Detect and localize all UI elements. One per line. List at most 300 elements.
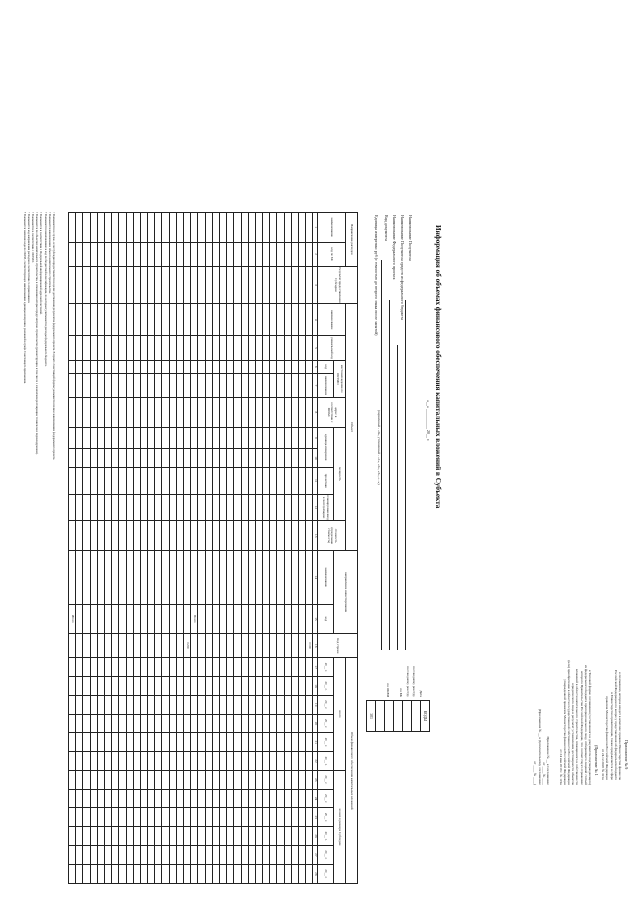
table-cell[interactable] (119, 845, 126, 864)
table-cell[interactable] (176, 845, 183, 864)
table-cell[interactable] (83, 845, 90, 864)
table-cell[interactable] (205, 467, 212, 494)
table-cell[interactable] (148, 373, 155, 397)
table-cell[interactable] (69, 677, 76, 696)
table-cell[interactable] (126, 827, 133, 846)
table-cell[interactable] (306, 266, 313, 304)
table-cell[interactable] (176, 449, 183, 468)
table-cell[interactable] (306, 398, 313, 428)
table-cell[interactable] (162, 427, 169, 448)
table-cell[interactable] (112, 398, 119, 428)
table-cell[interactable] (162, 677, 169, 696)
table-cell[interactable] (119, 213, 126, 243)
table-cell[interactable] (198, 695, 205, 714)
table-cell[interactable] (234, 467, 241, 494)
table-cell[interactable] (90, 550, 97, 604)
table-cell[interactable] (299, 752, 306, 771)
table-cell[interactable] (140, 266, 147, 304)
table-cell[interactable] (148, 213, 155, 243)
table-cell[interactable] (184, 658, 191, 677)
table-cell[interactable] (227, 695, 234, 714)
table-cell[interactable] (104, 336, 111, 360)
table-cell[interactable] (76, 550, 83, 604)
table-cell[interactable] (184, 360, 191, 373)
table-cell[interactable] (176, 521, 183, 551)
table-cell[interactable] (112, 845, 119, 864)
table-cell[interactable] (133, 845, 140, 864)
table-cell[interactable] (277, 467, 284, 494)
table-cell[interactable] (69, 242, 76, 266)
table-cell[interactable] (212, 658, 219, 677)
code-empty[interactable] (376, 701, 385, 732)
table-cell[interactable] (69, 373, 76, 397)
table-cell[interactable] (140, 789, 147, 808)
table-cell[interactable] (219, 398, 226, 428)
table-cell[interactable] (212, 398, 219, 428)
table-cell[interactable] (205, 752, 212, 771)
table-cell[interactable] (148, 634, 155, 658)
table-cell[interactable] (198, 752, 205, 771)
table-cell[interactable] (263, 242, 270, 266)
table-cell[interactable] (112, 266, 119, 304)
table-cell[interactable] (69, 449, 76, 468)
table-cell[interactable] (198, 808, 205, 827)
table-cell[interactable] (112, 242, 119, 266)
table-cell[interactable] (248, 604, 255, 634)
table-cell[interactable] (270, 789, 277, 808)
table-cell[interactable] (291, 604, 298, 634)
table-cell[interactable] (198, 634, 205, 658)
table-cell[interactable] (133, 467, 140, 494)
table-cell[interactable] (227, 398, 234, 428)
table-cell[interactable] (241, 304, 248, 336)
table-cell[interactable] (126, 449, 133, 468)
table-cell[interactable] (140, 695, 147, 714)
table-cell[interactable] (198, 770, 205, 789)
table-cell[interactable] (97, 864, 104, 883)
table-cell[interactable] (90, 398, 97, 428)
table-cell[interactable] (90, 733, 97, 752)
table-cell[interactable] (284, 304, 291, 336)
table-cell[interactable] (299, 677, 306, 696)
table-cell[interactable] (219, 634, 226, 658)
table-cell[interactable] (234, 658, 241, 677)
table-cell[interactable] (198, 467, 205, 494)
table-cell[interactable] (291, 521, 298, 551)
table-cell[interactable] (234, 242, 241, 266)
table-cell[interactable] (306, 336, 313, 360)
table-cell[interactable] (184, 550, 191, 604)
table-cell[interactable] (176, 467, 183, 494)
table-cell[interactable] (155, 213, 162, 243)
table-cell[interactable] (133, 604, 140, 634)
table-cell[interactable] (212, 467, 219, 494)
table-cell[interactable] (133, 658, 140, 677)
table-cell[interactable] (169, 808, 176, 827)
table-cell[interactable] (255, 242, 262, 266)
table-cell[interactable] (284, 266, 291, 304)
table-cell[interactable] (241, 336, 248, 360)
table-cell[interactable] (148, 827, 155, 846)
table-cell[interactable] (191, 714, 198, 733)
table-cell[interactable] (126, 242, 133, 266)
table-cell[interactable] (133, 373, 140, 397)
table-cell[interactable] (306, 494, 313, 521)
table-cell[interactable] (126, 427, 133, 448)
table-cell[interactable] (227, 494, 234, 521)
table-cell[interactable] (219, 304, 226, 336)
table-cell[interactable] (205, 658, 212, 677)
table-cell[interactable] (119, 752, 126, 771)
table-cell[interactable] (97, 467, 104, 494)
table-cell[interactable] (184, 213, 191, 243)
table-cell[interactable] (148, 845, 155, 864)
table-cell[interactable] (306, 521, 313, 551)
table-cell[interactable] (198, 521, 205, 551)
table-cell[interactable] (263, 677, 270, 696)
table-cell[interactable] (241, 677, 248, 696)
table-cell[interactable] (205, 494, 212, 521)
table-cell[interactable] (162, 467, 169, 494)
table-cell[interactable] (198, 398, 205, 428)
table-cell[interactable] (162, 213, 169, 243)
table-cell[interactable] (263, 467, 270, 494)
table-cell[interactable] (140, 864, 147, 883)
table-cell[interactable] (263, 336, 270, 360)
table-cell[interactable] (69, 714, 76, 733)
table-cell[interactable] (90, 770, 97, 789)
table-cell[interactable] (97, 677, 104, 696)
table-cell[interactable] (270, 770, 277, 789)
table-cell[interactable] (155, 770, 162, 789)
table-cell[interactable] (270, 266, 277, 304)
table-cell[interactable] (104, 360, 111, 373)
table-cell[interactable] (219, 213, 226, 243)
table-cell[interactable] (277, 449, 284, 468)
table-cell[interactable] (162, 398, 169, 428)
table-cell[interactable] (284, 213, 291, 243)
table-cell[interactable] (198, 494, 205, 521)
table-cell[interactable] (112, 494, 119, 521)
table-cell[interactable] (277, 494, 284, 521)
table-cell[interactable] (241, 845, 248, 864)
table-cell[interactable] (104, 677, 111, 696)
table-cell[interactable] (133, 213, 140, 243)
table-cell[interactable] (148, 864, 155, 883)
table-cell[interactable] (90, 449, 97, 468)
table-cell[interactable] (176, 336, 183, 360)
table-cell[interactable] (198, 714, 205, 733)
table-cell[interactable] (90, 304, 97, 336)
table-cell[interactable] (176, 427, 183, 448)
table-cell[interactable] (155, 808, 162, 827)
table-cell[interactable] (176, 360, 183, 373)
table-cell[interactable] (162, 845, 169, 864)
table-cell[interactable] (83, 733, 90, 752)
table-cell[interactable] (263, 266, 270, 304)
table-cell[interactable] (119, 304, 126, 336)
table-cell[interactable] (255, 304, 262, 336)
table-cell[interactable] (169, 336, 176, 360)
table-cell[interactable] (104, 658, 111, 677)
table-cell[interactable] (306, 864, 313, 883)
table-cell[interactable] (176, 770, 183, 789)
table-cell[interactable] (191, 550, 198, 604)
table-cell[interactable] (69, 789, 76, 808)
table-cell[interactable] (205, 714, 212, 733)
table-cell[interactable] (155, 467, 162, 494)
table-cell[interactable] (198, 658, 205, 677)
table-cell[interactable] (140, 427, 147, 448)
table-cell[interactable] (119, 770, 126, 789)
table-cell[interactable] (76, 360, 83, 373)
table-cell[interactable] (97, 373, 104, 397)
table-cell[interactable] (248, 213, 255, 243)
table-cell[interactable] (219, 752, 226, 771)
table-cell[interactable] (227, 808, 234, 827)
table-cell[interactable] (241, 494, 248, 521)
table-cell[interactable] (277, 752, 284, 771)
table-cell[interactable] (248, 658, 255, 677)
table-cell[interactable] (291, 864, 298, 883)
table-cell[interactable] (291, 242, 298, 266)
table-cell[interactable] (198, 373, 205, 397)
code-okei[interactable]: 383 (367, 701, 376, 732)
table-cell[interactable] (104, 427, 111, 448)
table-cell[interactable] (97, 604, 104, 634)
table-cell[interactable] (148, 398, 155, 428)
table-cell[interactable] (169, 373, 176, 397)
table-cell[interactable] (291, 360, 298, 373)
table-cell[interactable] (97, 770, 104, 789)
table-cell[interactable] (284, 242, 291, 266)
table-cell[interactable] (176, 550, 183, 604)
table-cell[interactable] (255, 658, 262, 677)
table-cell[interactable] (169, 604, 176, 634)
table-cell[interactable] (97, 449, 104, 468)
table-cell[interactable] (234, 714, 241, 733)
code-date[interactable] (412, 701, 421, 732)
table-cell[interactable] (212, 521, 219, 551)
table-cell[interactable] (104, 808, 111, 827)
table-cell[interactable] (76, 467, 83, 494)
table-cell[interactable] (263, 360, 270, 373)
table-cell[interactable] (191, 449, 198, 468)
table-cell[interactable] (306, 695, 313, 714)
table-cell[interactable] (241, 266, 248, 304)
table-cell[interactable] (227, 714, 234, 733)
table-cell[interactable] (263, 373, 270, 397)
table-cell[interactable] (184, 864, 191, 883)
table-cell[interactable] (255, 213, 262, 243)
table-cell[interactable] (140, 373, 147, 397)
table-cell[interactable] (291, 213, 298, 243)
table-cell[interactable] (255, 827, 262, 846)
table-cell[interactable] (205, 550, 212, 604)
table-cell[interactable] (270, 398, 277, 428)
table-cell[interactable] (219, 427, 226, 448)
table-cell[interactable] (119, 789, 126, 808)
table-cell[interactable] (90, 494, 97, 521)
table-cell[interactable] (212, 752, 219, 771)
table-cell[interactable] (299, 398, 306, 428)
table-cell[interactable] (184, 695, 191, 714)
table-cell[interactable] (205, 449, 212, 468)
table-cell[interactable] (104, 752, 111, 771)
table-cell[interactable] (212, 808, 219, 827)
table-cell[interactable] (169, 213, 176, 243)
table-cell[interactable] (155, 827, 162, 846)
table-cell[interactable] (241, 752, 248, 771)
table-cell[interactable] (212, 266, 219, 304)
table-cell[interactable] (299, 733, 306, 752)
table-cell[interactable] (97, 714, 104, 733)
table-cell[interactable] (76, 494, 83, 521)
table-cell[interactable] (248, 304, 255, 336)
table-cell[interactable] (234, 494, 241, 521)
table-cell[interactable] (255, 695, 262, 714)
table-cell[interactable] (133, 521, 140, 551)
table-cell[interactable] (184, 604, 191, 634)
table-cell[interactable] (162, 789, 169, 808)
table-cell[interactable] (205, 634, 212, 658)
table-cell[interactable] (133, 242, 140, 266)
table-cell[interactable] (227, 634, 234, 658)
table-cell[interactable] (83, 427, 90, 448)
table-cell[interactable] (205, 336, 212, 360)
table-cell[interactable] (306, 427, 313, 448)
table-cell[interactable] (119, 427, 126, 448)
table-cell[interactable] (255, 266, 262, 304)
table-cell[interactable] (133, 808, 140, 827)
table-cell[interactable] (255, 398, 262, 428)
table-cell[interactable] (148, 808, 155, 827)
table-cell[interactable] (227, 733, 234, 752)
table-cell[interactable] (270, 808, 277, 827)
table-cell[interactable] (148, 714, 155, 733)
table-cell[interactable] (212, 336, 219, 360)
table-cell[interactable] (176, 304, 183, 336)
table-cell[interactable] (169, 449, 176, 468)
table-cell[interactable] (241, 808, 248, 827)
table-cell[interactable] (148, 770, 155, 789)
table-cell[interactable] (97, 266, 104, 304)
table-cell[interactable] (306, 550, 313, 604)
table-cell[interactable] (198, 304, 205, 336)
table-cell[interactable] (112, 789, 119, 808)
table-cell[interactable] (255, 521, 262, 551)
table-cell[interactable] (241, 213, 248, 243)
table-cell[interactable] (140, 827, 147, 846)
table-cell[interactable] (76, 789, 83, 808)
table-cell[interactable] (248, 827, 255, 846)
table-cell[interactable] (255, 808, 262, 827)
table-cell[interactable] (248, 550, 255, 604)
table-cell[interactable] (133, 494, 140, 521)
table-cell[interactable] (255, 373, 262, 397)
table-cell[interactable] (191, 467, 198, 494)
table-cell[interactable] (148, 304, 155, 336)
table-cell[interactable] (306, 658, 313, 677)
table-cell[interactable] (248, 467, 255, 494)
table-cell[interactable] (140, 677, 147, 696)
table-cell[interactable] (291, 770, 298, 789)
table-cell[interactable] (83, 304, 90, 336)
table-cell[interactable] (184, 845, 191, 864)
table-cell[interactable] (126, 336, 133, 360)
table-cell[interactable] (263, 864, 270, 883)
table-cell[interactable] (248, 770, 255, 789)
table-cell[interactable] (112, 550, 119, 604)
table-cell[interactable] (90, 695, 97, 714)
table-cell[interactable] (76, 304, 83, 336)
table-cell[interactable] (76, 752, 83, 771)
table-cell[interactable] (212, 373, 219, 397)
table-cell[interactable] (176, 398, 183, 428)
table-cell[interactable] (205, 360, 212, 373)
table-cell[interactable] (241, 467, 248, 494)
table-cell[interactable] (148, 427, 155, 448)
table-cell[interactable] (76, 634, 83, 658)
table-cell[interactable] (255, 336, 262, 360)
table-cell[interactable] (219, 360, 226, 373)
table-cell[interactable] (176, 266, 183, 304)
table-cell[interactable] (234, 695, 241, 714)
table-cell[interactable] (155, 864, 162, 883)
table-cell[interactable] (277, 398, 284, 428)
table-cell[interactable] (76, 770, 83, 789)
table-cell[interactable] (140, 604, 147, 634)
table-cell[interactable] (97, 752, 104, 771)
table-cell[interactable] (284, 449, 291, 468)
table-cell[interactable] (69, 336, 76, 360)
table-cell[interactable] (69, 733, 76, 752)
table-cell[interactable] (76, 604, 83, 634)
table-cell[interactable] (212, 695, 219, 714)
table-cell[interactable] (176, 242, 183, 266)
table-cell[interactable] (90, 266, 97, 304)
table-cell[interactable] (97, 808, 104, 827)
table-cell[interactable] (227, 864, 234, 883)
table-cell[interactable] (270, 752, 277, 771)
table-cell[interactable] (83, 266, 90, 304)
table-cell[interactable] (69, 398, 76, 428)
table-cell[interactable] (227, 242, 234, 266)
table-cell[interactable] (126, 550, 133, 604)
table-cell[interactable] (104, 789, 111, 808)
table-cell[interactable] (112, 467, 119, 494)
table-cell[interactable] (140, 398, 147, 428)
table-cell[interactable] (205, 770, 212, 789)
table-cell[interactable] (184, 398, 191, 428)
table-cell[interactable] (248, 336, 255, 360)
table-cell[interactable] (76, 336, 83, 360)
table-cell[interactable] (277, 336, 284, 360)
table-cell[interactable] (277, 521, 284, 551)
table-cell[interactable] (169, 658, 176, 677)
table-cell[interactable] (112, 733, 119, 752)
table-cell[interactable] (133, 770, 140, 789)
table-cell[interactable] (248, 634, 255, 658)
table-cell[interactable] (133, 752, 140, 771)
table-cell[interactable] (219, 494, 226, 521)
table-cell[interactable] (277, 427, 284, 448)
table-cell[interactable] (255, 864, 262, 883)
table-cell[interactable] (104, 845, 111, 864)
table-cell[interactable] (219, 242, 226, 266)
table-cell[interactable] (184, 266, 191, 304)
table-cell[interactable] (212, 360, 219, 373)
